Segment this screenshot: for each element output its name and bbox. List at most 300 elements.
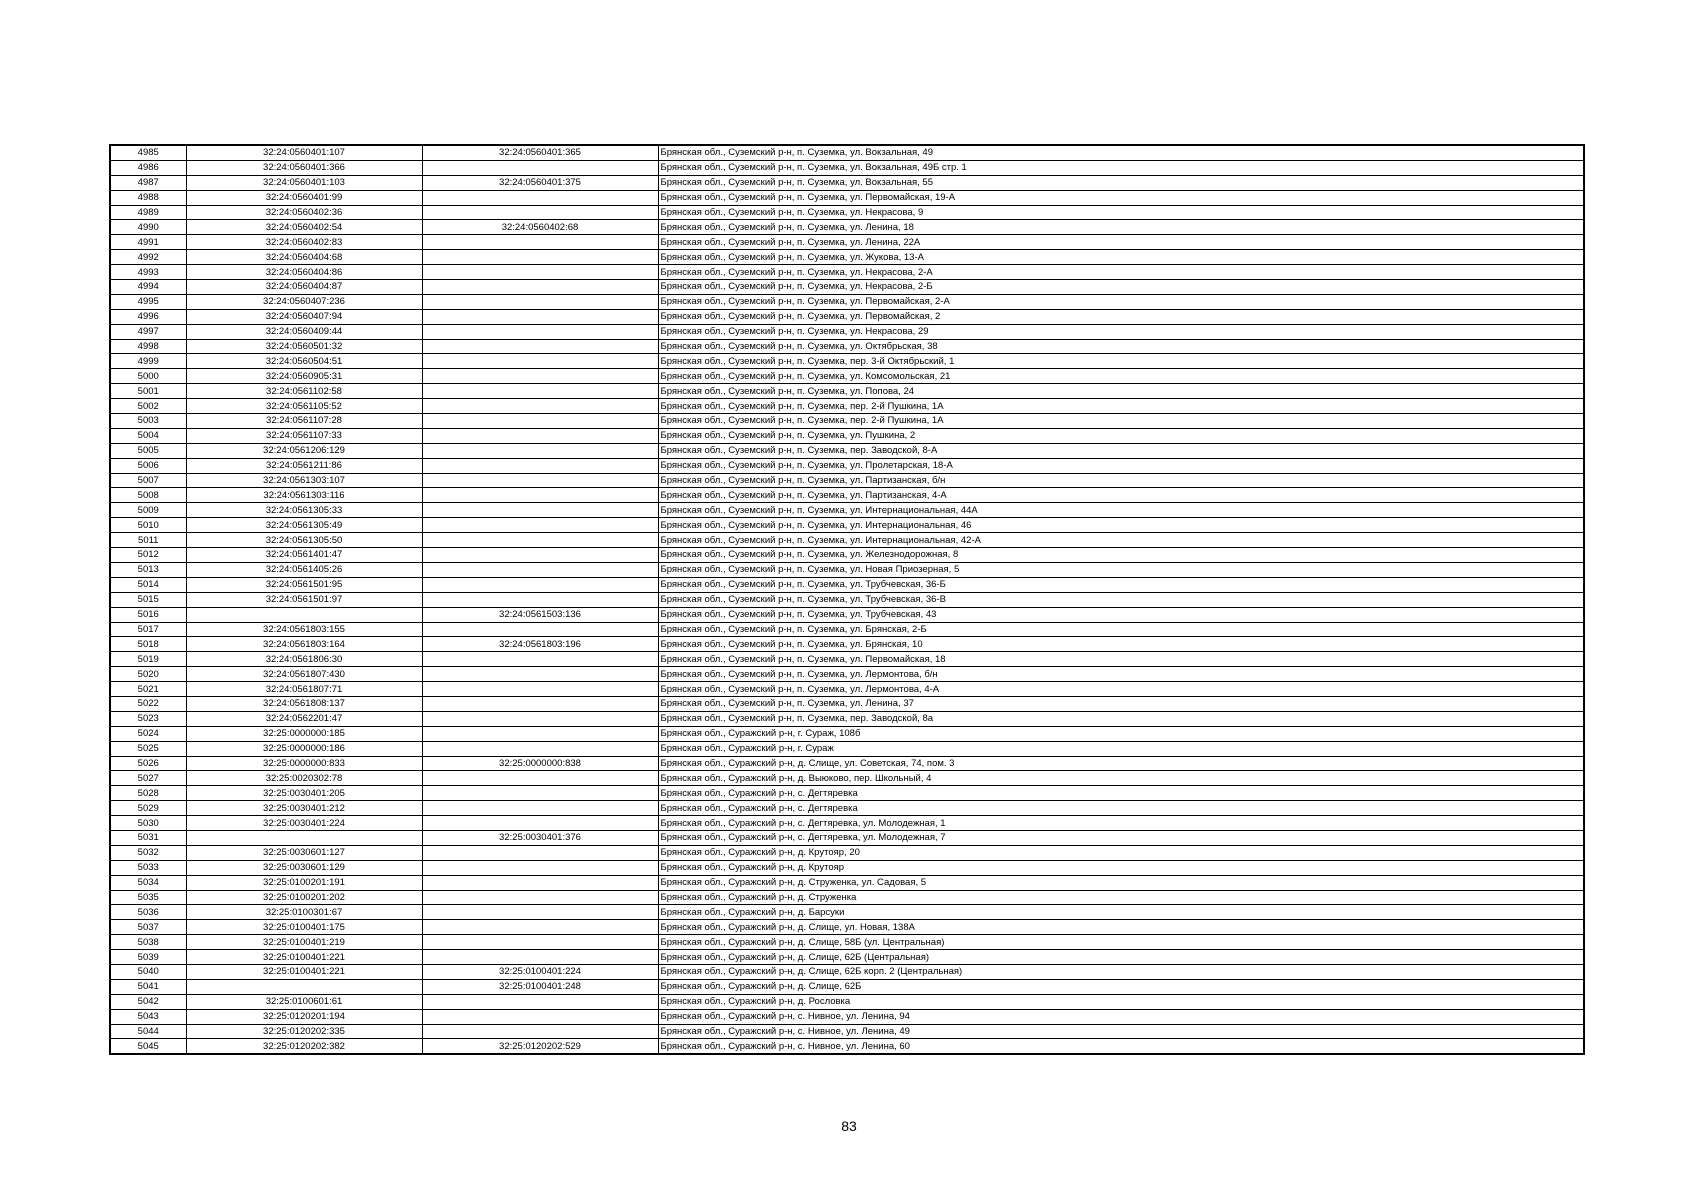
related-cadastral-number-cell [422,294,658,309]
row-number-cell: 5036 [110,905,186,920]
cadastral-number-cell: 32:24:0560404:87 [186,280,422,295]
address-cell: Брянская обл., Суражский р-н, д. Слище, 62Б (Центральная) [658,950,1584,965]
row-number-cell: 4998 [110,339,186,354]
address-cell: Брянская обл., Суземский р-н, п. Суземка, ул. Попова, 24 [658,384,1584,399]
table-row [110,875,1584,890]
cadastral-number-cell: 32:24:0560401:99 [186,190,422,205]
related-cadastral-number-cell [422,280,658,295]
address-cell: Брянская обл., Суражский р-н, д. Выюково, пер. Школьный, 4 [658,771,1584,786]
table-row [110,950,1584,965]
row-number-cell: 5014 [110,577,186,592]
address-cell: Брянская обл., Суземский р-н, п. Суземка, ул. Интернациональная, 42-А [658,533,1584,548]
row-number-cell: 5044 [110,1024,186,1039]
cadastral-number-cell: 32:24:0560402:83 [186,235,422,250]
table-row [110,235,1584,250]
related-cadastral-number-cell [422,682,658,697]
address-cell: Брянская обл., Суземский р-н, п. Суземка, ул. Лермонтова, б/н [658,667,1584,682]
cadastral-number-cell: 32:24:0560409:44 [186,324,422,339]
address-cell: Брянская обл., Суражский р-н, с. Дегтяревка [658,786,1584,801]
address-cell: Брянская обл., Суземский р-н, п. Суземка, ул. Некрасова, 2-А [658,265,1584,280]
cadastral-number-cell: 32:24:0561501:95 [186,577,422,592]
related-cadastral-number-cell: 32:25:0120202:529 [422,1039,658,1054]
table-row [110,369,1584,384]
table-row [110,711,1584,726]
related-cadastral-number-cell [422,443,658,458]
row-number-cell: 4996 [110,309,186,324]
property-table-body [110,145,1584,1054]
related-cadastral-number-cell [422,339,658,354]
cadastral-number-cell: 32:24:0561807:430 [186,667,422,682]
cadastral-number-cell: 32:25:0020302:78 [186,771,422,786]
related-cadastral-number-cell: 32:25:0100401:224 [422,964,658,979]
cadastral-number-cell: 32:25:0100401:219 [186,935,422,950]
table-row [110,935,1584,950]
address-cell: Брянская обл., Суземский р-н, п. Суземка, ул. Некрасова, 29 [658,324,1584,339]
related-cadastral-number-cell [422,473,658,488]
address-cell: Брянская обл., Суземский р-н, п. Суземка, ул. Трубчевская, 43 [658,607,1584,622]
address-cell: Брянская обл., Суражский р-н, г. Сураж, 108б [658,726,1584,741]
related-cadastral-number-cell: 32:24:0560401:375 [422,175,658,190]
cadastral-number-cell: 32:25:0000000:833 [186,756,422,771]
cadastral-number-cell: 32:24:0560401:107 [186,145,422,160]
cadastral-number-cell: 32:24:0560404:86 [186,265,422,280]
address-cell: Брянская обл., Суземский р-н, п. Суземка, ул. Интернациональная, 46 [658,518,1584,533]
related-cadastral-number-cell: 32:25:0030401:376 [422,830,658,845]
related-cadastral-number-cell: 32:24:0560402:68 [422,220,658,235]
related-cadastral-number-cell [422,622,658,637]
table-row [110,205,1584,220]
table-row [110,220,1584,235]
row-number-cell: 5004 [110,428,186,443]
cadastral-number-cell: 32:25:0100301:67 [186,905,422,920]
cadastral-number-cell: 32:24:0560407:236 [186,294,422,309]
row-number-cell: 5042 [110,994,186,1009]
row-number-cell: 5015 [110,592,186,607]
cadastral-number-cell: 32:24:0562201:47 [186,711,422,726]
row-number-cell: 5039 [110,950,186,965]
related-cadastral-number-cell [422,488,658,503]
related-cadastral-number-cell [422,577,658,592]
row-number-cell: 4986 [110,160,186,175]
table-row [110,533,1584,548]
cadastral-number-cell: 32:24:0561303:107 [186,473,422,488]
related-cadastral-number-cell [422,309,658,324]
related-cadastral-number-cell [422,548,658,563]
cadastral-number-cell: 32:24:0561803:155 [186,622,422,637]
row-number-cell: 4987 [110,175,186,190]
cadastral-number-cell: 32:24:0560504:51 [186,354,422,369]
address-cell: Брянская обл., Суземский р-н, п. Суземка, ул. Новая Приозерная, 5 [658,562,1584,577]
related-cadastral-number-cell [422,741,658,756]
row-number-cell: 5041 [110,979,186,994]
row-number-cell: 5043 [110,1009,186,1024]
cadastral-number-cell: 32:24:0561107:33 [186,428,422,443]
cadastral-number-cell: 32:24:0560905:31 [186,369,422,384]
row-number-cell: 5005 [110,443,186,458]
related-cadastral-number-cell [422,935,658,950]
table-row [110,726,1584,741]
property-table [109,144,1585,1055]
table-row [110,682,1584,697]
cadastral-number-cell: 32:24:0561806:30 [186,652,422,667]
row-number-cell: 5010 [110,518,186,533]
address-cell: Брянская обл., Суземский р-н, п. Суземка, ул. Некрасова, 2-Б [658,280,1584,295]
row-number-cell: 5007 [110,473,186,488]
related-cadastral-number-cell [422,860,658,875]
row-number-cell: 5037 [110,920,186,935]
table-row [110,756,1584,771]
address-cell: Брянская обл., Суземский р-н, п. Суземка, ул. Первомайская, 2 [658,309,1584,324]
row-number-cell: 4994 [110,280,186,295]
related-cadastral-number-cell [422,592,658,607]
related-cadastral-number-cell [422,711,658,726]
cadastral-number-cell: 32:24:0560402:36 [186,205,422,220]
row-number-cell: 4999 [110,354,186,369]
address-cell: Брянская обл., Суземский р-н, п. Суземка, пер. 2-й Пушкина, 1А [658,399,1584,414]
row-number-cell: 5023 [110,711,186,726]
table-row [110,280,1584,295]
address-cell: Брянская обл., Суземский р-н, п. Суземка, пер. 2-й Пушкина, 1А [658,414,1584,429]
table-row [110,592,1584,607]
related-cadastral-number-cell [422,950,658,965]
table-row [110,577,1584,592]
row-number-cell: 5025 [110,741,186,756]
address-cell: Брянская обл., Суражский р-н, д. Крутояр, 20 [658,845,1584,860]
row-number-cell: 5017 [110,622,186,637]
related-cadastral-number-cell [422,920,658,935]
row-number-cell: 5006 [110,458,186,473]
row-number-cell: 4990 [110,220,186,235]
cadastral-number-cell: 32:24:0561501:97 [186,592,422,607]
related-cadastral-number-cell [422,667,658,682]
row-number-cell: 5002 [110,399,186,414]
table-row [110,488,1584,503]
table-row [110,964,1584,979]
cadastral-number-cell: 32:24:0560501:32 [186,339,422,354]
table-row [110,160,1584,175]
related-cadastral-number-cell [422,458,658,473]
row-number-cell: 4985 [110,145,186,160]
table-row [110,1024,1584,1039]
table-row [110,1039,1584,1054]
address-cell: Брянская обл., Суземский р-н, п. Суземка, ул. Вокзальная, 49 [658,145,1584,160]
table-row [110,994,1584,1009]
related-cadastral-number-cell [422,771,658,786]
row-number-cell: 4995 [110,294,186,309]
address-cell: Брянская обл., Суражский р-н, с. Нивное, ул. Ленина, 60 [658,1039,1584,1054]
table-row [110,845,1584,860]
row-number-cell: 5003 [110,414,186,429]
table-row [110,354,1584,369]
cadastral-number-cell: 32:24:0561305:49 [186,518,422,533]
table-row [110,890,1584,905]
row-number-cell: 5020 [110,667,186,682]
row-number-cell: 5038 [110,935,186,950]
page-number: 83 [841,1118,857,1134]
address-cell: Брянская обл., Суземский р-н, п. Суземка, ул. Ленина, 22А [658,235,1584,250]
address-cell: Брянская обл., Суземский р-н, п. Суземка, пер. 3-й Октябрьский, 1 [658,354,1584,369]
related-cadastral-number-cell [422,905,658,920]
cadastral-number-cell: 32:25:0100401:175 [186,920,422,935]
related-cadastral-number-cell: 32:24:0561503:136 [422,607,658,622]
related-cadastral-number-cell [422,190,658,205]
row-number-cell: 5031 [110,830,186,845]
table-row [110,548,1584,563]
address-cell: Брянская обл., Суземский р-н, п. Суземка, ул. Брянская, 2-Б [658,622,1584,637]
row-number-cell: 5028 [110,786,186,801]
table-row [110,1009,1584,1024]
address-cell: Брянская обл., Суземский р-н, п. Суземка, ул. Вокзальная, 49Б стр. 1 [658,160,1584,175]
address-cell: Брянская обл., Суземский р-н, п. Суземка, ул. Пушкина, 2 [658,428,1584,443]
cadastral-number-cell: 32:25:0030401:205 [186,786,422,801]
related-cadastral-number-cell [422,875,658,890]
cadastral-number-cell: 32:24:0561107:28 [186,414,422,429]
cadastral-number-cell: 32:25:0100401:221 [186,950,422,965]
row-number-cell: 4997 [110,324,186,339]
related-cadastral-number-cell [422,503,658,518]
address-cell: Брянская обл., Суземский р-н, п. Суземка, ул. Вокзальная, 55 [658,175,1584,190]
table-row [110,399,1584,414]
table-row [110,250,1584,265]
cadastral-number-cell: 32:25:0030601:127 [186,845,422,860]
row-number-cell: 5019 [110,652,186,667]
row-number-cell: 5021 [110,682,186,697]
table-row [110,905,1584,920]
row-number-cell: 5034 [110,875,186,890]
table-row [110,830,1584,845]
related-cadastral-number-cell [422,696,658,711]
row-number-cell: 5026 [110,756,186,771]
address-cell: Брянская обл., Суземский р-н, п. Суземка, ул. Трубчевская, 36-В [658,592,1584,607]
cadastral-number-cell: 32:24:0560407:94 [186,309,422,324]
table-row [110,294,1584,309]
related-cadastral-number-cell [422,354,658,369]
row-number-cell: 5016 [110,607,186,622]
row-number-cell: 5029 [110,801,186,816]
address-cell: Брянская обл., Суражский р-н, д. Слище, 58Б (ул. Центральная) [658,935,1584,950]
row-number-cell: 5022 [110,696,186,711]
address-cell: Брянская обл., Суземский р-н, п. Суземка, ул. Интернациональная, 44А [658,503,1584,518]
row-number-cell: 5033 [110,860,186,875]
row-number-cell: 5035 [110,890,186,905]
address-cell: Брянская обл., Суземский р-н, п. Суземка, ул. Жукова, 13-А [658,250,1584,265]
address-cell: Брянская обл., Суземский р-н, п. Суземка, ул. Партизанская, 4-А [658,488,1584,503]
related-cadastral-number-cell [422,890,658,905]
table-row [110,771,1584,786]
address-cell: Брянская обл., Суражский р-н, д. Рословка [658,994,1584,1009]
table-row [110,696,1584,711]
table-row [110,860,1584,875]
related-cadastral-number-cell [422,786,658,801]
table-row [110,607,1584,622]
table-row [110,265,1584,280]
related-cadastral-number-cell [422,994,658,1009]
cadastral-number-cell: 32:25:0030601:129 [186,860,422,875]
table-row [110,518,1584,533]
cadastral-number-cell: 32:25:0100201:191 [186,875,422,890]
cadastral-number-cell: 32:24:0560404:68 [186,250,422,265]
cadastral-number-cell: 32:24:0561803:164 [186,637,422,652]
address-cell: Брянская обл., Суземский р-н, п. Суземка, ул. Первомайская, 19-А [658,190,1584,205]
address-cell: Брянская обл., Суземский р-н, п. Суземка, ул. Октябрьская, 38 [658,339,1584,354]
row-number-cell: 5011 [110,533,186,548]
related-cadastral-number-cell [422,816,658,831]
table-row [110,309,1584,324]
row-number-cell: 5000 [110,369,186,384]
address-cell: Брянская обл., Суражский р-н, с. Нивное, ул. Ленина, 94 [658,1009,1584,1024]
table-row [110,637,1584,652]
address-cell: Брянская обл., Суземский р-н, п. Суземка, ул. Лермонтова, 4-А [658,682,1584,697]
related-cadastral-number-cell [422,1024,658,1039]
related-cadastral-number-cell [422,384,658,399]
cadastral-number-cell: 32:24:0561105:52 [186,399,422,414]
row-number-cell: 4992 [110,250,186,265]
related-cadastral-number-cell [422,369,658,384]
cadastral-number-cell: 32:25:0000000:185 [186,726,422,741]
address-cell: Брянская обл., Суражский р-н, д. Струженка, ул. Садовая, 5 [658,875,1584,890]
address-cell: Брянская обл., Суземский р-н, п. Суземка, ул. Трубчевская, 36-Б [658,577,1584,592]
related-cadastral-number-cell [422,845,658,860]
related-cadastral-number-cell [422,518,658,533]
related-cadastral-number-cell: 32:24:0560401:365 [422,145,658,160]
related-cadastral-number-cell [422,1009,658,1024]
cadastral-number-cell: 32:25:0100401:221 [186,964,422,979]
row-number-cell: 5012 [110,548,186,563]
row-number-cell: 5030 [110,816,186,831]
row-number-cell: 5013 [110,562,186,577]
table-row [110,428,1584,443]
related-cadastral-number-cell [422,265,658,280]
related-cadastral-number-cell [422,235,658,250]
address-cell: Брянская обл., Суземский р-н, п. Суземка, ул. Брянская, 10 [658,637,1584,652]
table-row [110,145,1584,160]
row-number-cell: 4993 [110,265,186,280]
cadastral-number-cell: 32:24:0561401:47 [186,548,422,563]
row-number-cell: 4991 [110,235,186,250]
address-cell: Брянская обл., Суземский р-н, п. Суземка, ул. Пролетарская, 18-А [658,458,1584,473]
table-row [110,979,1584,994]
cadastral-number-cell: 32:25:0030401:224 [186,816,422,831]
table-row [110,786,1584,801]
address-cell: Брянская обл., Суземский р-н, п. Суземка, ул. Некрасова, 9 [658,205,1584,220]
address-cell: Брянская обл., Суражский р-н, д. Струженка [658,890,1584,905]
table-row [110,458,1584,473]
cadastral-number-cell: 32:24:0561102:58 [186,384,422,399]
address-cell: Брянская обл., Суражский р-н, с. Дегтяревка [658,801,1584,816]
table-row [110,652,1584,667]
row-number-cell: 4988 [110,190,186,205]
table-row [110,443,1584,458]
address-cell: Брянская обл., Суражский р-н, с. Дегтяревка, ул. Молодежная, 7 [658,830,1584,845]
cadastral-number-cell: 32:25:0000000:186 [186,741,422,756]
address-cell: Брянская обл., Суземский р-н, п. Суземка, ул. Железнодорожная, 8 [658,548,1584,563]
related-cadastral-number-cell [422,399,658,414]
related-cadastral-number-cell: 32:24:0561803:196 [422,637,658,652]
table-row [110,667,1584,682]
related-cadastral-number-cell: 32:25:0100401:248 [422,979,658,994]
related-cadastral-number-cell [422,726,658,741]
address-cell: Брянская обл., Суражский р-н, д. Слище, ул. Советская, 74, пом. 3 [658,756,1584,771]
cadastral-number-cell: 32:24:0560402:54 [186,220,422,235]
address-cell: Брянская обл., Суземский р-н, п. Суземка, ул. Партизанская, б/н [658,473,1584,488]
address-cell: Брянская обл., Суражский р-н, д. Барсуки [658,905,1584,920]
address-cell: Брянская обл., Суземский р-н, п. Суземка, ул. Первомайская, 18 [658,652,1584,667]
address-cell: Брянская обл., Суражский р-н, д. Слище, 62Б корп. 2 (Центральная) [658,964,1584,979]
row-number-cell: 4989 [110,205,186,220]
cadastral-number-cell: 32:24:0561405:26 [186,562,422,577]
related-cadastral-number-cell [422,562,658,577]
cadastral-number-cell: 32:24:0561211:86 [186,458,422,473]
related-cadastral-number-cell [422,250,658,265]
cadastral-number-cell: 32:24:0561808:137 [186,696,422,711]
cadastral-number-cell: 32:25:0100201:202 [186,890,422,905]
table-row [110,175,1584,190]
cadastral-number-cell: 32:25:0030401:212 [186,801,422,816]
address-cell: Брянская обл., Суземский р-н, п. Суземка, ул. Первомайская, 2-А [658,294,1584,309]
related-cadastral-number-cell [422,205,658,220]
cadastral-number-cell [186,830,422,845]
table-row [110,414,1584,429]
cadastral-number-cell: 32:24:0561807:71 [186,682,422,697]
related-cadastral-number-cell [422,324,658,339]
row-number-cell: 5045 [110,1039,186,1054]
related-cadastral-number-cell [422,801,658,816]
address-cell: Брянская обл., Суражский р-н, д. Слище, 62Б [658,979,1584,994]
address-cell: Брянская обл., Суражский р-н, с. Дегтяревка, ул. Молодежная, 1 [658,816,1584,831]
table-row [110,920,1584,935]
row-number-cell: 5040 [110,964,186,979]
table-row [110,801,1584,816]
related-cadastral-number-cell [422,428,658,443]
row-number-cell: 5018 [110,637,186,652]
related-cadastral-number-cell [422,652,658,667]
related-cadastral-number-cell [422,533,658,548]
table-row [110,339,1584,354]
address-cell: Брянская обл., Суземский р-н, п. Суземка, ул. Ленина, 37 [658,696,1584,711]
table-row [110,473,1584,488]
cadastral-number-cell: 32:25:0120201:194 [186,1009,422,1024]
row-number-cell: 5001 [110,384,186,399]
row-number-cell: 5032 [110,845,186,860]
address-cell: Брянская обл., Суземский р-н, п. Суземка, ул. Ленина, 18 [658,220,1584,235]
row-number-cell: 5009 [110,503,186,518]
address-cell: Брянская обл., Суземский р-н, п. Суземка, пер. Заводской, 8-А [658,443,1584,458]
cadastral-number-cell [186,607,422,622]
address-cell: Брянская обл., Суражский р-н, д. Слище, ул. Новая, 138А [658,920,1584,935]
cadastral-number-cell: 32:24:0561206:129 [186,443,422,458]
address-cell: Брянская обл., Суземский р-н, п. Суземка, ул. Комсомольская, 21 [658,369,1584,384]
address-cell: Брянская обл., Суземский р-н, п. Суземка, пер. Заводской, 8а [658,711,1584,726]
address-cell: Брянская обл., Суражский р-н, с. Нивное, ул. Ленина, 49 [658,1024,1584,1039]
table-row [110,324,1584,339]
row-number-cell: 5008 [110,488,186,503]
cadastral-number-cell: 32:25:0100601:61 [186,994,422,1009]
cadastral-number-cell: 32:24:0560401:103 [186,175,422,190]
row-number-cell: 5027 [110,771,186,786]
table-row [110,741,1584,756]
address-cell: Брянская обл., Суражский р-н, г. Сураж [658,741,1584,756]
related-cadastral-number-cell [422,414,658,429]
cadastral-number-cell: 32:24:0561303:116 [186,488,422,503]
cadastral-number-cell [186,979,422,994]
related-cadastral-number-cell [422,160,658,175]
table-row [110,503,1584,518]
table-row [110,190,1584,205]
related-cadastral-number-cell: 32:25:0000000:838 [422,756,658,771]
table-row [110,622,1584,637]
cadastral-number-cell: 32:24:0561305:33 [186,503,422,518]
cadastral-number-cell: 32:25:0120202:335 [186,1024,422,1039]
